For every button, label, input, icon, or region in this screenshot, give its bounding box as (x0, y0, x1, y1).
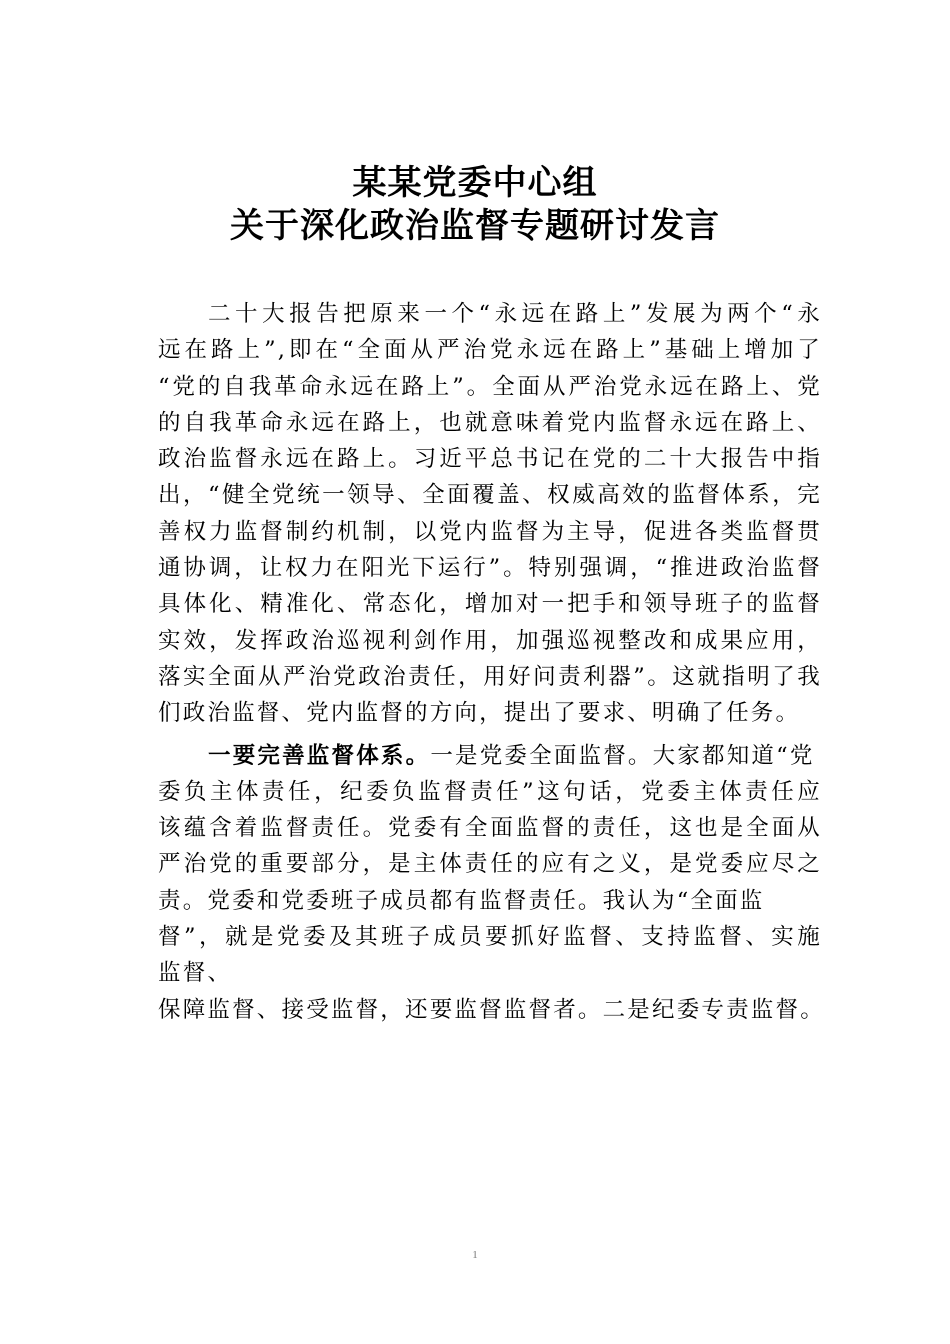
paragraph-line: 们政治监督、党内监督的方向，提出了要求、明确了任务。 (158, 700, 801, 727)
paragraph-2 (158, 738, 825, 1028)
paragraph-line: 远在路上”,即在“全面从严治党永远在路上”基础上增加了 (158, 337, 822, 364)
paragraph-line: 善权力监督制约机制，以党内监督为主导，促进各类监督贯 (158, 518, 822, 545)
paragraph-line: 委负主体责任，纪委负监督责任”这句话，党委主体责任应 (158, 778, 822, 805)
paragraph-line: 具体化、精准化、常态化，增加对一把手和领导班子的监督 (158, 591, 822, 618)
section-heading: 一要完善监督体系。 (208, 742, 431, 769)
paragraph-line: 严治党的重要部分，是主体责任的应有之义，是党委应尽之 (158, 851, 822, 878)
document-title (0, 162, 950, 248)
page-number: 1 (472, 1249, 478, 1261)
paragraph-line: 保障监督、接受监督，还要监督监督者。二是纪委专责监督。 (158, 996, 825, 1023)
paragraph-line: 实效，发挥政治巡视利剑作用，加强巡视整改和成果应用， (158, 627, 822, 654)
paragraph-1 (158, 296, 822, 732)
paragraph-line: 通协调，让权力在阳光下运行”。特别强调，“推进政治监督 (158, 555, 822, 582)
paragraph-line: 政治监督永远在路上。习近平总书记在党的二十大报告中指 (158, 446, 822, 473)
paragraph-line: 该蕴含着监督责任。党委有全面监督的责任，这也是全面从 (158, 815, 822, 842)
paragraph-line: “党的自我革命永远在路上”。全面从严治党永远在路上、党 (158, 373, 822, 400)
title-line-2: 关于深化政治监督专题研讨发言 (230, 206, 720, 246)
paragraph-line: 监督、 (158, 960, 233, 987)
paragraph-line: 出，“健全党统一领导、全面覆盖、权威高效的监督体系，完 (158, 482, 822, 509)
paragraph-text: 一是党委全面监督。大家都知道“党 (430, 742, 815, 769)
title-line-1: 某某党委中心组 (352, 163, 598, 203)
document-body (158, 296, 825, 1028)
paragraph-line: 落实全面从严治党政治责任，用好问责利器”。这就指明了我 (158, 663, 822, 690)
paragraph-line: 二十大报告把原来一个“永远在路上”发展为两个“永 (208, 301, 822, 327)
paragraph-line: 的自我革命永远在路上，也就意味着党内监督永远在路上、 (158, 409, 822, 436)
paragraph-line: 责。党委和党委班子成员都有监督责任。我认为“全面监 (158, 887, 765, 914)
paragraph-line (158, 738, 822, 774)
paragraph-line: 督”，就是党委及其班子成员要抓好监督、支持监督、实施 (158, 924, 822, 951)
